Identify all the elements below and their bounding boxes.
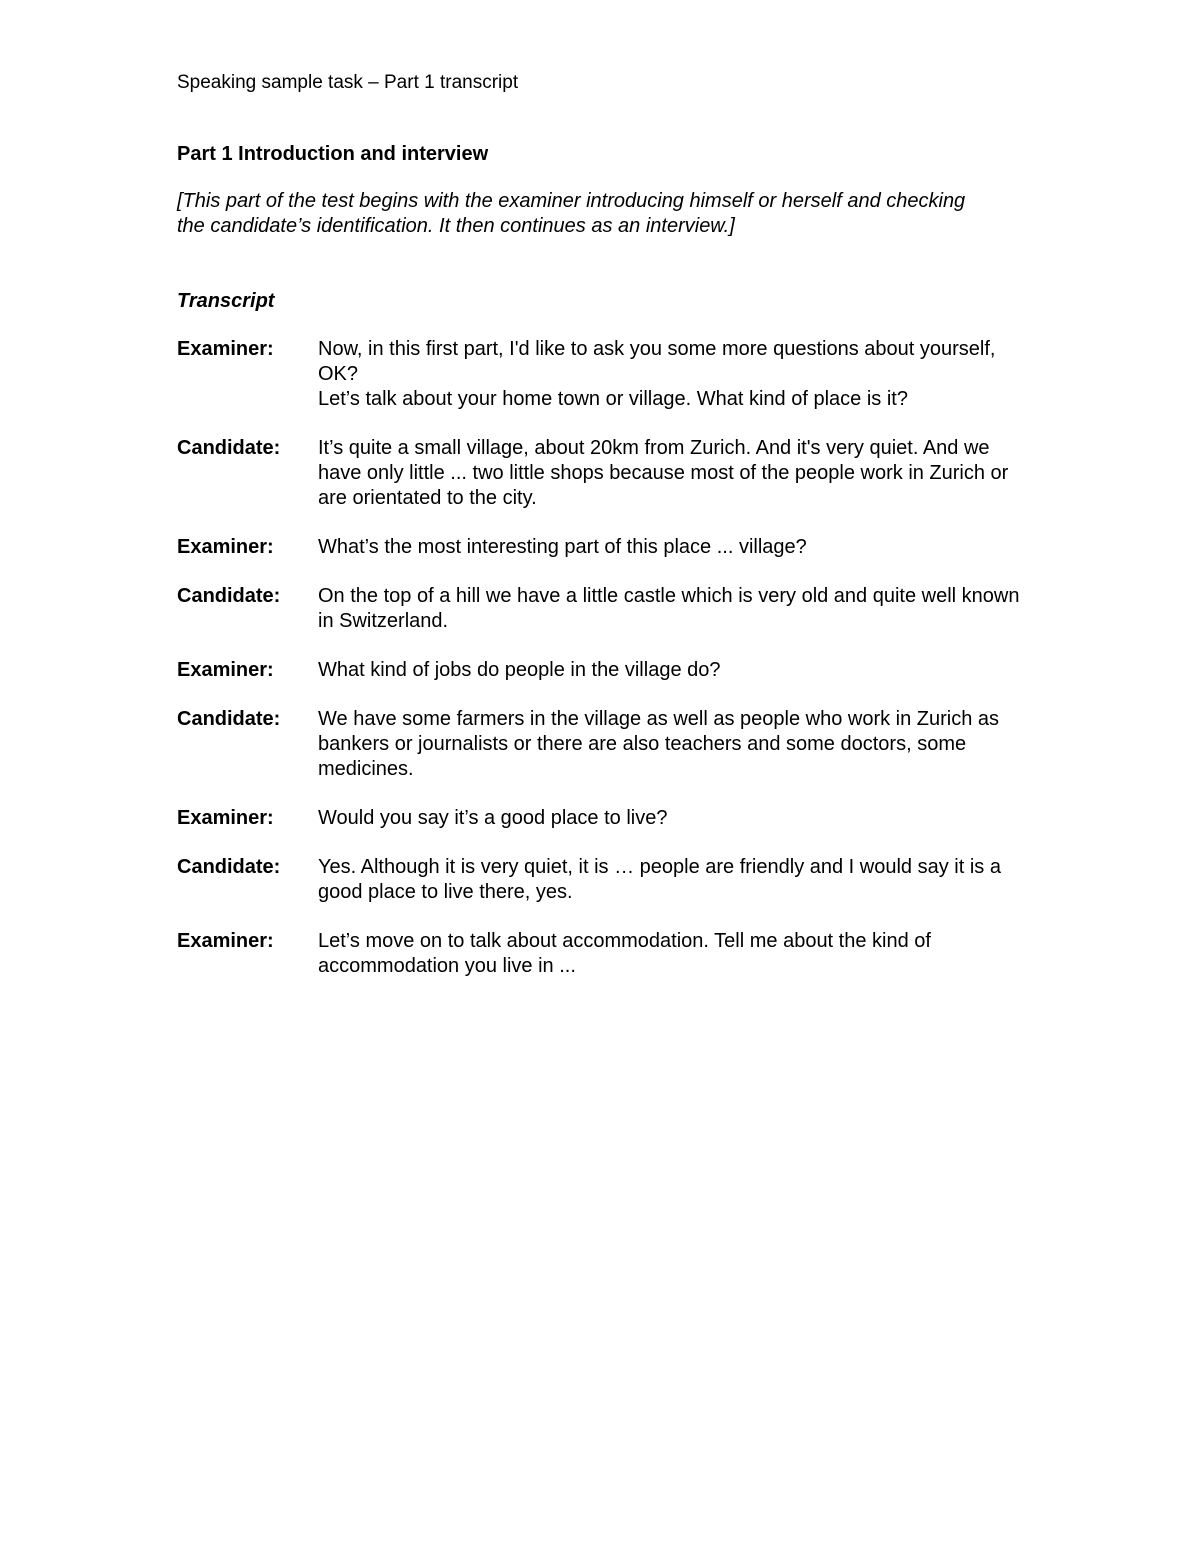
utterance-line: What kind of jobs do people in the village do?	[318, 659, 721, 681]
utterance	[318, 658, 1028, 683]
utterance-line: We have some farmers in the village as well as people who work in Zurich as bankers or journalists or there are also teachers and some doctors, some medicines.	[318, 708, 1000, 780]
utterance-line: Yes. Although it is very quiet, it is … people are friendly and I would say it is a good place to live there, yes.	[318, 856, 1001, 903]
speaker-label: Examiner:	[177, 930, 274, 952]
utterance	[318, 929, 1028, 979]
utterance	[318, 855, 1028, 905]
utterance-line: Now, in this first part, I'd like to ask you some more questions about yourself, OK?	[318, 338, 996, 385]
dialogue-turn	[177, 535, 1037, 560]
dialogue	[177, 337, 1037, 979]
intro-note: [This part of the test begins with the examiner introducing himself or herself and checking the candidate’s identification. It then continues as an interview.]	[177, 190, 966, 237]
utterance	[318, 436, 1028, 511]
section-title: Part 1 Introduction and interview	[177, 143, 489, 165]
speaker-label: Candidate:	[177, 437, 281, 459]
utterance	[318, 337, 1028, 412]
document-page	[177, 70, 1037, 1003]
dialogue-turn	[177, 929, 1037, 979]
utterance-line: It’s quite a small village, about 20km from Zurich. And it's very quiet. And we have only little ... two little shops because most of the people work in Zurich or are orientated to the city.	[318, 437, 1009, 509]
dialogue-turn	[177, 707, 1037, 782]
speaker-label: Examiner:	[177, 536, 274, 558]
dialogue-turn	[177, 584, 1037, 634]
dialogue-turn	[177, 658, 1037, 683]
utterance-line: On the top of a hill we have a little castle which is very old and quite well known in Switzerland.	[318, 585, 1020, 632]
speaker-label: Candidate:	[177, 856, 281, 878]
speaker-label: Examiner:	[177, 659, 274, 681]
utterance	[318, 584, 1028, 634]
dialogue-turn	[177, 806, 1037, 831]
utterance	[318, 806, 1028, 831]
dialogue-turn	[177, 855, 1037, 905]
transcript-heading: Transcript	[177, 290, 275, 312]
utterance-line: Let’s talk about your home town or village. What kind of place is it?	[318, 388, 908, 410]
utterance-line: Would you say it’s a good place to live?	[318, 807, 668, 829]
utterance	[318, 535, 1028, 560]
utterance-line: What’s the most interesting part of this place ... village?	[318, 536, 807, 558]
utterance-line: Let’s move on to talk about accommodation. Tell me about the kind of accommodation you live in ...	[318, 930, 931, 977]
utterance	[318, 707, 1028, 782]
dialogue-turn	[177, 436, 1037, 511]
speaker-label: Examiner:	[177, 807, 274, 829]
speaker-label: Candidate:	[177, 585, 281, 607]
dialogue-turn	[177, 337, 1037, 412]
running-header: Speaking sample task – Part 1 transcript	[177, 72, 519, 93]
speaker-label: Candidate:	[177, 708, 281, 730]
speaker-label: Examiner:	[177, 338, 274, 360]
